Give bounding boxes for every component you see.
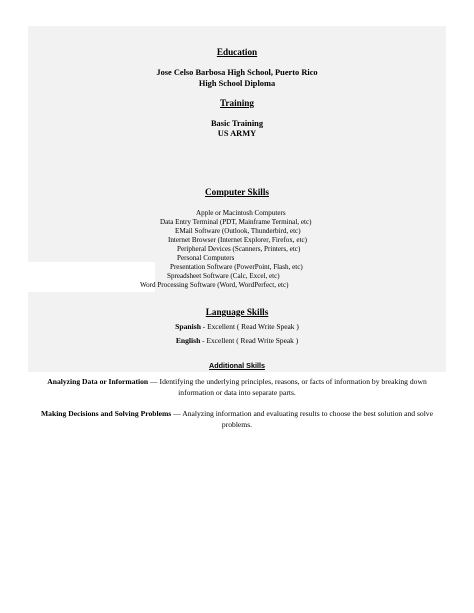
skill-title: Making Decisions and Solving Problems — [41, 409, 172, 418]
education-school: Jose Celso Barbosa High School, Puerto Rico — [156, 68, 318, 77]
training-heading: Training — [219, 98, 255, 108]
language-name: Spanish — [175, 322, 201, 331]
list-item: Word Processing Software (Word, WordPerfect, etc) — [140, 281, 289, 289]
skill-title: Analyzing Data or Information — [47, 377, 149, 386]
language-level: - Excellent ( Read Write Speak ) — [200, 336, 299, 345]
list-item: Data Entry Terminal (PDT, Mainframe Terminal, etc) — [160, 218, 312, 226]
training-org: US ARMY — [217, 129, 257, 138]
language-skills-heading: Language Skills — [205, 307, 269, 317]
computer-skills-heading: Computer Skills — [205, 187, 269, 197]
skill-description: — Identifying the underlying principles, reasons, or facts of information by breaking down information or data into separate parts. — [148, 377, 427, 397]
list-item: Personal Computers — [177, 254, 235, 262]
language-row — [0, 322, 474, 331]
training-course: Basic Training — [210, 119, 264, 128]
skill-paragraph — [30, 376, 444, 398]
list-item: Presentation Software (PowerPoint, Flash, etc) — [170, 263, 303, 271]
section-background — [28, 292, 446, 372]
skill-description: — Analyzing information and evaluating results to choose the best solution and solve problems. — [171, 409, 433, 429]
education-diploma: High School Diploma — [198, 79, 276, 88]
list-item: EMail Software (Outlook, Thunderbird, etc) — [175, 227, 301, 235]
additional-skills-heading: Additional Skills — [209, 361, 265, 370]
list-item: Apple or Macintosh Computers — [196, 209, 286, 217]
list-item: Peripheral Devices (Scanners, Printers, etc) — [177, 245, 301, 253]
language-name: English — [175, 336, 201, 345]
language-row — [0, 336, 474, 345]
education-heading: Education — [216, 47, 258, 57]
list-item: Spreadsheet Software (Calc, Excel, etc) — [167, 272, 280, 280]
skill-paragraph — [30, 408, 444, 430]
language-level: - Excellent ( Read Write Speak ) — [200, 322, 299, 331]
list-item: Internet Browser (Internet Explorer, Firefox, etc) — [168, 236, 307, 244]
